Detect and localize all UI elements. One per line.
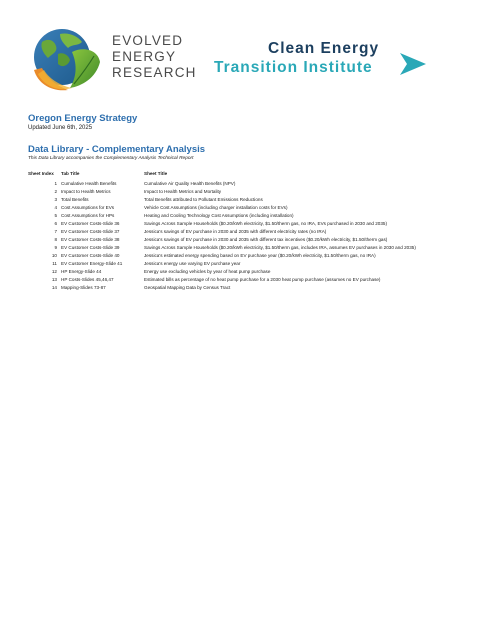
section-subtitle: This Data Library accompanies the Complementary Analysis Technical Report: [28, 156, 194, 161]
sheet-index-cell: 8: [54, 237, 57, 243]
sheet-title-cell: Vehicle Cost Assumptions (including charger installation costs for EVs): [144, 205, 288, 211]
sheet-title-cell: Jessica's estimated energy spending based on EV purchase year ($0.20/kWh electricity, $1.50/therm gas, no IRA): [144, 253, 376, 259]
sheet-title-cell: Savings Across Sample Households ($0.20/kWh electricity, $1.50/therm gas, no IRA, EVs purchased in 2030 and 2035): [144, 221, 388, 227]
table-row: [28, 212, 416, 220]
org-name-line1: EVOLVED: [112, 33, 184, 48]
tab-title-cell: Impact to Health Metrics: [61, 189, 111, 195]
tab-title-cell: EV Customer Costs-Slide 40: [61, 253, 120, 259]
sheet-index-cell: 7: [54, 229, 57, 235]
section-title: Data Library - Complementary Analysis: [28, 144, 206, 155]
cleti-name-line2: Transition Institute: [214, 59, 373, 76]
table-row: [28, 252, 416, 260]
tab-title-cell: EV Customer Costs-Slide 38: [61, 237, 120, 243]
sheet-index-cell: 13: [51, 277, 57, 283]
cleti-name-line1: Clean Energy: [268, 40, 380, 57]
table-row: [28, 276, 416, 284]
tab-title-cell: HP Costs-Slides 45,46,47: [61, 277, 114, 283]
sheet-index-table: [28, 171, 416, 292]
table-row: [28, 204, 416, 212]
table-row: [28, 236, 416, 244]
table-row: [28, 284, 416, 292]
tab-title-cell: Total Benefits: [61, 197, 89, 203]
sheet-title-cell: Jessica's savings of EV purchase in 2030 and 2035 with different tax incentives ($0.20/kWh electricity, $1.50/therm gas): [144, 237, 388, 243]
sheet-title-cell: Energy use excluding vehicles by year of heat pump purchase: [144, 269, 271, 275]
globe-leaf-icon: [28, 24, 102, 94]
org-name-line3: RESEARCH: [112, 65, 197, 80]
sheet-index-cell: 3: [54, 197, 57, 203]
table-row: [28, 180, 416, 188]
sheet-title-cell: Estimated bills as percentage of no heat pump purchase for a 2030 heat pump purchase (assumes no EV purchase): [144, 277, 381, 283]
clean-energy-transition-institute-logo: [214, 40, 434, 80]
org-name-line2: ENERGY: [112, 49, 177, 64]
table-header-row: [28, 171, 416, 180]
tab-title-cell: Mapping-Slides 73-87: [61, 285, 106, 291]
table-row: [28, 244, 416, 252]
sheet-index-cell: 1: [54, 181, 57, 187]
header-sheet-index: Sheet Index: [28, 171, 54, 176]
sheet-title-cell: Jessica's savings of EV purchase in 2030 and 2035 with different electricity rates (no IRA): [144, 229, 327, 235]
sheet-index-cell: 2: [54, 189, 57, 195]
tab-title-cell: EV Customer Costs-Slide 37: [61, 229, 120, 235]
header-sheet-title: Sheet Title: [144, 171, 168, 176]
sheet-title-cell: Heating and Cooling Technology Cost Assumptions (including installation): [144, 213, 294, 219]
sheet-title-cell: Jessica's energy use varying EV purchase year: [144, 261, 241, 267]
table-row: [28, 220, 416, 228]
table-row: [28, 196, 416, 204]
sheet-index-cell: 4: [54, 205, 57, 211]
sheet-title-cell: Impact to Health Metrics and Mortality: [144, 189, 222, 195]
tab-title-cell: EV Customer Costs-Slide 39: [61, 245, 120, 251]
tab-title-cell: Cumulative Health Benefits: [61, 181, 117, 187]
sheet-title-cell: Savings Across Sample Households ($0.20/kWh electricity, $1.50/therm gas, includes IRA, assumes EV purchases in 2030 and 2035): [144, 245, 416, 251]
sheet-index-cell: 6: [54, 221, 57, 227]
sheet-title-cell: Cumulative Air Quality Health Benefits (NPV): [144, 181, 236, 187]
table-row: [28, 268, 416, 276]
sheet-index-cell: 9: [54, 245, 57, 251]
tab-title-cell: HP Energy-Slide 44: [61, 269, 102, 275]
sheet-index-cell: 5: [54, 213, 57, 219]
sheet-index-cell: 14: [51, 285, 57, 291]
header-tab-title: Tab Title: [61, 171, 80, 176]
table-row: [28, 260, 416, 268]
tab-title-cell: EV Customer Costs-Slide 36: [61, 221, 120, 227]
tab-title-cell: Cost Assumptions for HPs: [61, 213, 115, 219]
evolved-energy-research-logo: [28, 24, 197, 94]
table-row: [28, 228, 416, 236]
arrow-right-icon: [400, 53, 426, 75]
sheet-index-cell: 10: [51, 253, 57, 259]
tab-title-cell: Cost Assumptions for EVs: [61, 205, 115, 211]
sheet-title-cell: Geospatial Mapping Data by Census Tract: [144, 285, 231, 291]
page-title: Oregon Energy Strategy: [28, 113, 138, 124]
sheet-title-cell: Total Benefits attributed to Pollutant Emissions Reductions: [144, 197, 263, 203]
sheet-index-cell: 11: [52, 261, 57, 267]
table-row: [28, 188, 416, 196]
sheet-index-cell: 12: [51, 269, 57, 275]
tab-title-cell: EV Customer Energy-Slide 41: [61, 261, 123, 267]
updated-date: Updated June 6th, 2025: [28, 125, 93, 131]
